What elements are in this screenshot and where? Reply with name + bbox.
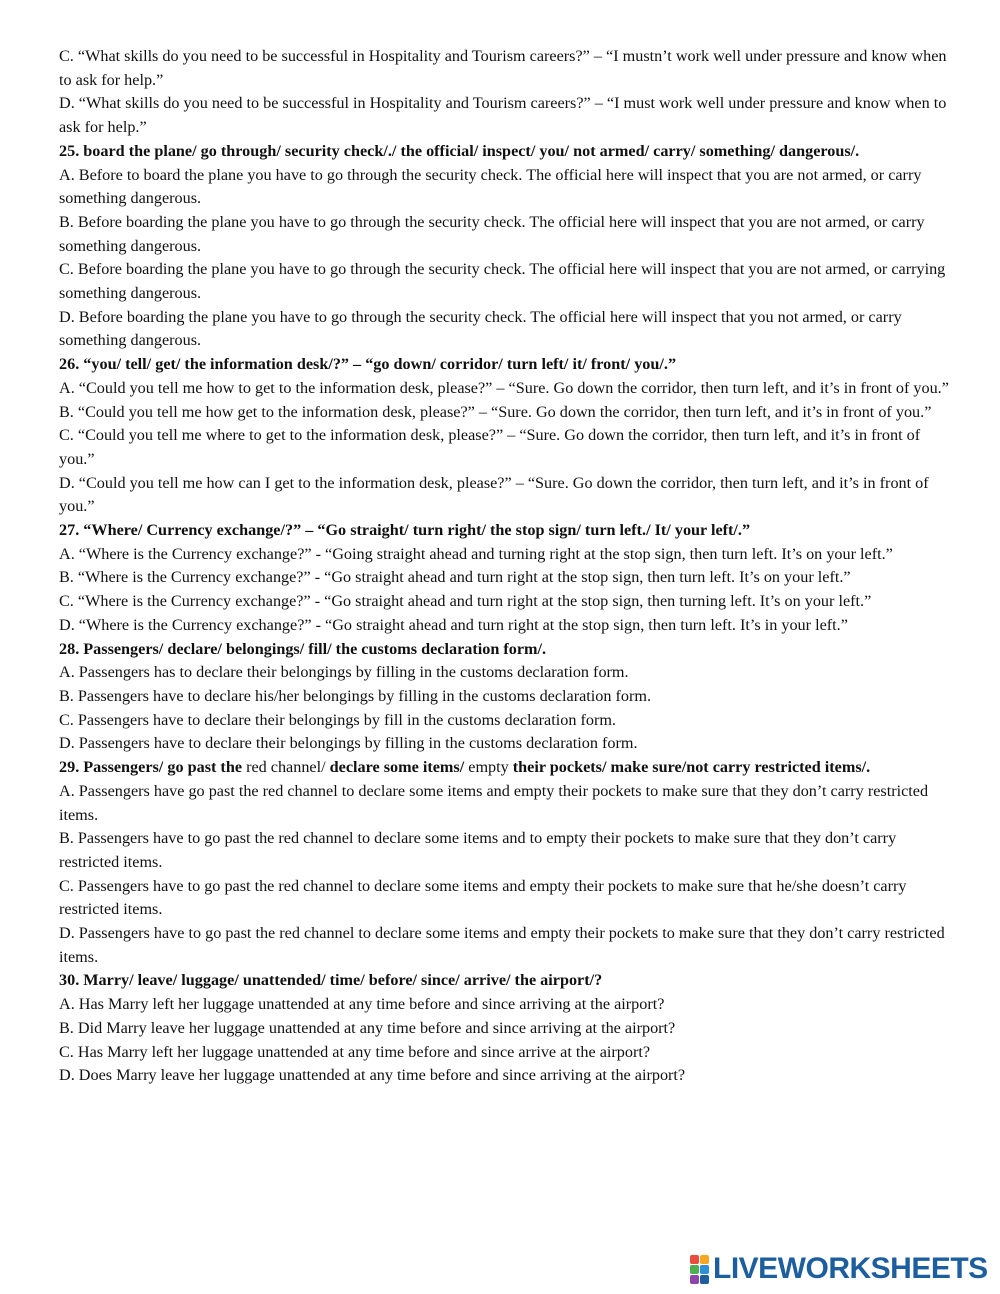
- option-26d: D. “Could you tell me how can I get to the information desk, please?” – “Sure. Go down the corridor, then turn left, and it’s in front of you.”: [59, 473, 929, 516]
- option-30b: B. Did Marry leave her luggage unattended at any time before and since arriving at the airport?: [59, 1018, 676, 1037]
- option-28d: D. Passengers have to declare their belongings by filling in the customs declaration form.: [59, 734, 638, 753]
- option-25a: A. Before to board the plane you have to go through the security check. The official here will inspect that you are not armed, or carry something dangerous.: [59, 165, 922, 208]
- liveworksheets-logo-icon: [690, 1255, 709, 1284]
- option-28c: C. Passengers have to declare their belongings by fill in the customs declaration form.: [59, 710, 616, 729]
- option-30d: D. Does Marry leave her luggage unattended at any time before and since arriving at the airport?: [59, 1066, 686, 1085]
- logo-block: [690, 1275, 699, 1284]
- option-25b: B. Before boarding the plane you have to go through the security check. The official here will inspect that you are not armed, or carry something dangerous.: [59, 212, 925, 255]
- logo-block: [690, 1265, 699, 1274]
- question-30-prompt: 30. Marry/ leave/ luggage/ unattended/ time/ before/ since/ arrive/ the airport/?: [59, 971, 603, 990]
- question-29-prompt: [59, 756, 954, 780]
- logo-block: [690, 1255, 699, 1264]
- worksheet-page: [59, 45, 954, 1088]
- option-26c: C. “Could you tell me where to get to the information desk, please?” – “Sure. Go down the corridor, then turn left, and it’s in front of you.”: [59, 426, 921, 468]
- option-27b: B. “Where is the Currency exchange?” - “Go straight ahead and turn right at the stop sign, then turn left. It’s on your left.”: [59, 568, 851, 587]
- q29-part-5: their pockets/ make sure/not carry restricted items/.: [508, 758, 871, 777]
- q29-part-4: empty: [464, 758, 509, 777]
- option-26b: B. “Could you tell me how get to the information desk, please?” – “Sure. Go down the corridor, then turn left, and it’s in front of you.”: [59, 402, 932, 421]
- question-26-prompt: 26. “you/ tell/ get/ the information desk/?” – “go down/ corridor/ turn left/ it/ front/ you/.”: [59, 355, 677, 374]
- option-28b: B. Passengers have to declare his/her belongings by filling in the customs declaration form.: [59, 686, 652, 705]
- option-30c: C. Has Marry left her luggage unattended at any time before and since arrive at the airport?: [59, 1042, 651, 1061]
- option-24d: D. “What skills do you need to be successful in Hospitality and Tourism careers?” – “I must work well under pressure and know when to ask for help.”: [59, 94, 947, 137]
- logo-block: [700, 1265, 709, 1274]
- option-27d: D. “Where is the Currency exchange?” - “Go straight ahead and turn right at the stop sign, then turn left. It’s in your left.”: [59, 615, 848, 634]
- logo-text: LIVEWORKSHEETS: [713, 1252, 988, 1285]
- option-30a: A. Has Marry left her luggage unattended at any time before and since arriving at the airport?: [59, 995, 665, 1014]
- option-25d: D. Before boarding the plane you have to go through the security check. The official here will inspect that you not armed, or carry something dangerous.: [59, 307, 902, 350]
- q29-part-3: declare some items/: [325, 758, 465, 777]
- question-25-prompt: 25. board the plane/ go through/ security check/./ the official/ inspect/ you/ not armed/ carry/ something/ dangerous/.: [59, 141, 860, 160]
- logo-block: [700, 1275, 709, 1284]
- option-24c: C. “What skills do you need to be successful in Hospitality and Tourism careers?” – “I mustn’t work well under pressure and know when to ask for help.”: [59, 47, 947, 89]
- liveworksheets-logo: [690, 1252, 990, 1286]
- option-27a: A. “Where is the Currency exchange?” - “Going straight ahead and turning right at the stop sign, then turn left. It’s on your left.”: [59, 544, 893, 563]
- logo-block: [700, 1255, 709, 1264]
- option-27c: C. “Where is the Currency exchange?” - “Go straight ahead and turn right at the stop sign, then turning left. It’s on your left.”: [59, 592, 872, 611]
- question-28-prompt: 28. Passengers/ declare/ belongings/ fill/ the customs declaration form/.: [59, 639, 547, 658]
- option-25c: C. Before boarding the plane you have to go through the security check. The official here will inspect that you are not armed, or carrying something dangerous.: [59, 260, 946, 303]
- option-28a: A. Passengers has to declare their belongings by filling in the customs declaration form.: [59, 663, 629, 682]
- option-29b: B. Passengers have to go past the red channel to declare some items and to empty their pockets to make sure that they don’t carry restricted items.: [59, 829, 897, 871]
- question-27-prompt: 27. “Where/ Currency exchange/?” – “Go straight/ turn right/ the stop sign/ turn left./ It/ your left/.”: [59, 521, 751, 540]
- q29-part-1: 29. Passengers/ go past the: [59, 758, 243, 777]
- option-26a: A. “Could you tell me how to get to the information desk, please?” – “Sure. Go down the corridor, then turn left, and it’s in front of you.”: [59, 378, 949, 397]
- option-29d: D. Passengers have to go past the red channel to declare some items and empty their pockets to make sure that they don’t carry restricted items.: [59, 924, 945, 966]
- q29-part-2: red channel/: [242, 758, 326, 777]
- option-29a: A. Passengers have go past the red channel to declare some items and empty their pockets to make sure that they don’t carry restricted items.: [59, 781, 929, 824]
- option-29c: C. Passengers have to go past the red channel to declare some items and empty their pockets to make sure that he/she doesn’t carry restricted items.: [59, 876, 907, 919]
